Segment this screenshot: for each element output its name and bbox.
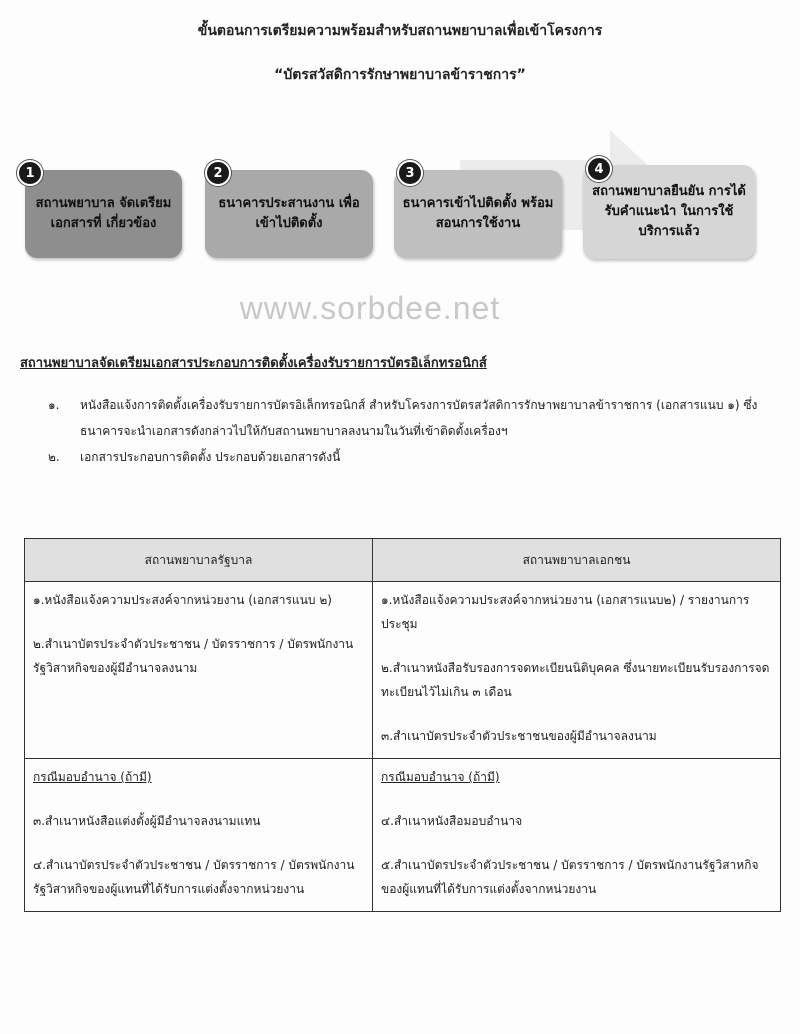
- step-2-box: [205, 170, 373, 258]
- list-item: [48, 392, 768, 444]
- documents-table: [24, 538, 781, 912]
- doc-item: ๑.หนังสือแจ้งความประสงค์จากหน่วยงาน (เอกสารแนบ๒) / รายงานการประชุม: [381, 593, 750, 631]
- step-1-label: สถานพยาบาล จัดเตรียมเอกสารที่ เกี่ยวข้อง: [35, 196, 172, 231]
- step-2-label: ธนาคารประสานงาน เพื่อเข้าไปติดตั้ง: [218, 196, 360, 231]
- table-row: [25, 582, 781, 759]
- page-subtitle: “บัตรสวัสดิการรักษาพยาบาลข้าราชการ”: [274, 67, 526, 83]
- doc-item: ๔.สำเนาบัตรประจำตัวประชาชน / บัตรราชการ / บัตรพนักงานรัฐวิสาหกิจของผู้แทนที่ได้รับการแต่งตั้งจากหน่วยงาน: [33, 858, 355, 896]
- step-4-label: สถานพยาบาลยืนยัน การได้รับคำแนะนำ ในการใช้บริการแล้ว: [592, 184, 746, 239]
- step-4-box: [583, 165, 755, 259]
- section-heading: สถานพยาบาลจัดเตรียมเอกสารประกอบการติดตั้งเครื่องรับรายการบัตรอิเล็กทรอนิกส์: [20, 356, 487, 371]
- table-header-row: [25, 539, 781, 582]
- document-list: [48, 392, 768, 470]
- private-delegation-cell: [373, 759, 781, 912]
- government-docs-cell: [25, 582, 373, 759]
- doc-item: ๒.สำเนาบัตรประจำตัวประชาชน / บัตรราชการ / บัตรพนักงานรัฐวิสาหกิจของผู้มีอำนาจลงนาม: [33, 637, 354, 675]
- page-title: ขั้นตอนการเตรียมความพร้อมสำหรับสถานพยาบาลเพื่อเข้าโครงการ: [197, 23, 603, 39]
- doc-item: ๓.สำเนาบัตรประจำตัวประชาชนของผู้มีอำนาจลงนาม: [381, 729, 657, 743]
- delegation-heading: กรณีมอบอำนาจ (ถ้ามี): [381, 770, 500, 784]
- doc-item: ๑.หนังสือแจ้งความประสงค์จากหน่วยงาน (เอกสารแนบ ๒): [33, 593, 332, 607]
- list-item: [48, 444, 768, 470]
- step-3-box: [394, 170, 562, 258]
- step-3-number-badge: 3: [397, 160, 423, 186]
- step-1-number-badge: 1: [17, 160, 43, 186]
- step-1-box: [25, 170, 182, 258]
- watermark: www.sorbdee.net: [239, 290, 501, 326]
- header-private-hospital: สถานพยาบาลเอกชน: [373, 539, 781, 582]
- government-delegation-cell: [25, 759, 373, 912]
- header-government-hospital: สถานพยาบาลรัฐบาล: [25, 539, 373, 582]
- doc-item: ๕.สำเนาบัตรประจำตัวประชาชน / บัตรราชการ / บัตรพนักงานรัฐวิสาหกิจของผู้แทนที่ได้รับการแต่งตั้งจากหน่วยงาน: [381, 858, 759, 896]
- private-docs-cell: [373, 582, 781, 759]
- step-3-label: ธนาคารเข้าไปติดตั้ง พร้อมสอนการใช้งาน: [402, 196, 554, 231]
- doc-item: ๔.สำเนาหนังสือมอบอำนาจ: [381, 814, 523, 828]
- doc-item: ๒.สำเนาหนังสือรับรองการจดทะเบียนนิติบุคคล ซึ่งนายทะเบียนรับรองการจดทะเบียนไว้ไม่เกิน ๓ เดือน: [381, 661, 770, 699]
- delegation-heading: กรณีมอบอำนาจ (ถ้ามี): [33, 770, 152, 784]
- list-item-number: ๑.: [48, 398, 60, 412]
- list-item-number: ๒.: [48, 450, 60, 464]
- list-item-text: หนังสือแจ้งการติดตั้งเครื่องรับรายการบัตรอิเล็กทรอนิกส์ สำหรับโครงการบัตรสวัสดิการรักษาพยาบาลข้าราชการ (เอกสารแนบ ๑) ซึ่งธนาคารจะนำเอกสารดังกล่าวไปให้กับสถานพยาบาลลงนามในวันที่เข้าติดตั้งเครื่องฯ: [80, 398, 758, 438]
- table-row: [25, 759, 781, 912]
- list-item-text: เอกสารประกอบการติดตั้ง ประกอบด้วยเอกสารดังนี้: [80, 450, 341, 464]
- step-4-number-badge: 4: [586, 156, 612, 182]
- step-2-number-badge: 2: [205, 160, 231, 186]
- doc-item: ๓.สำเนาหนังสือแต่งตั้งผู้มีอำนาจลงนามแทน: [33, 814, 261, 828]
